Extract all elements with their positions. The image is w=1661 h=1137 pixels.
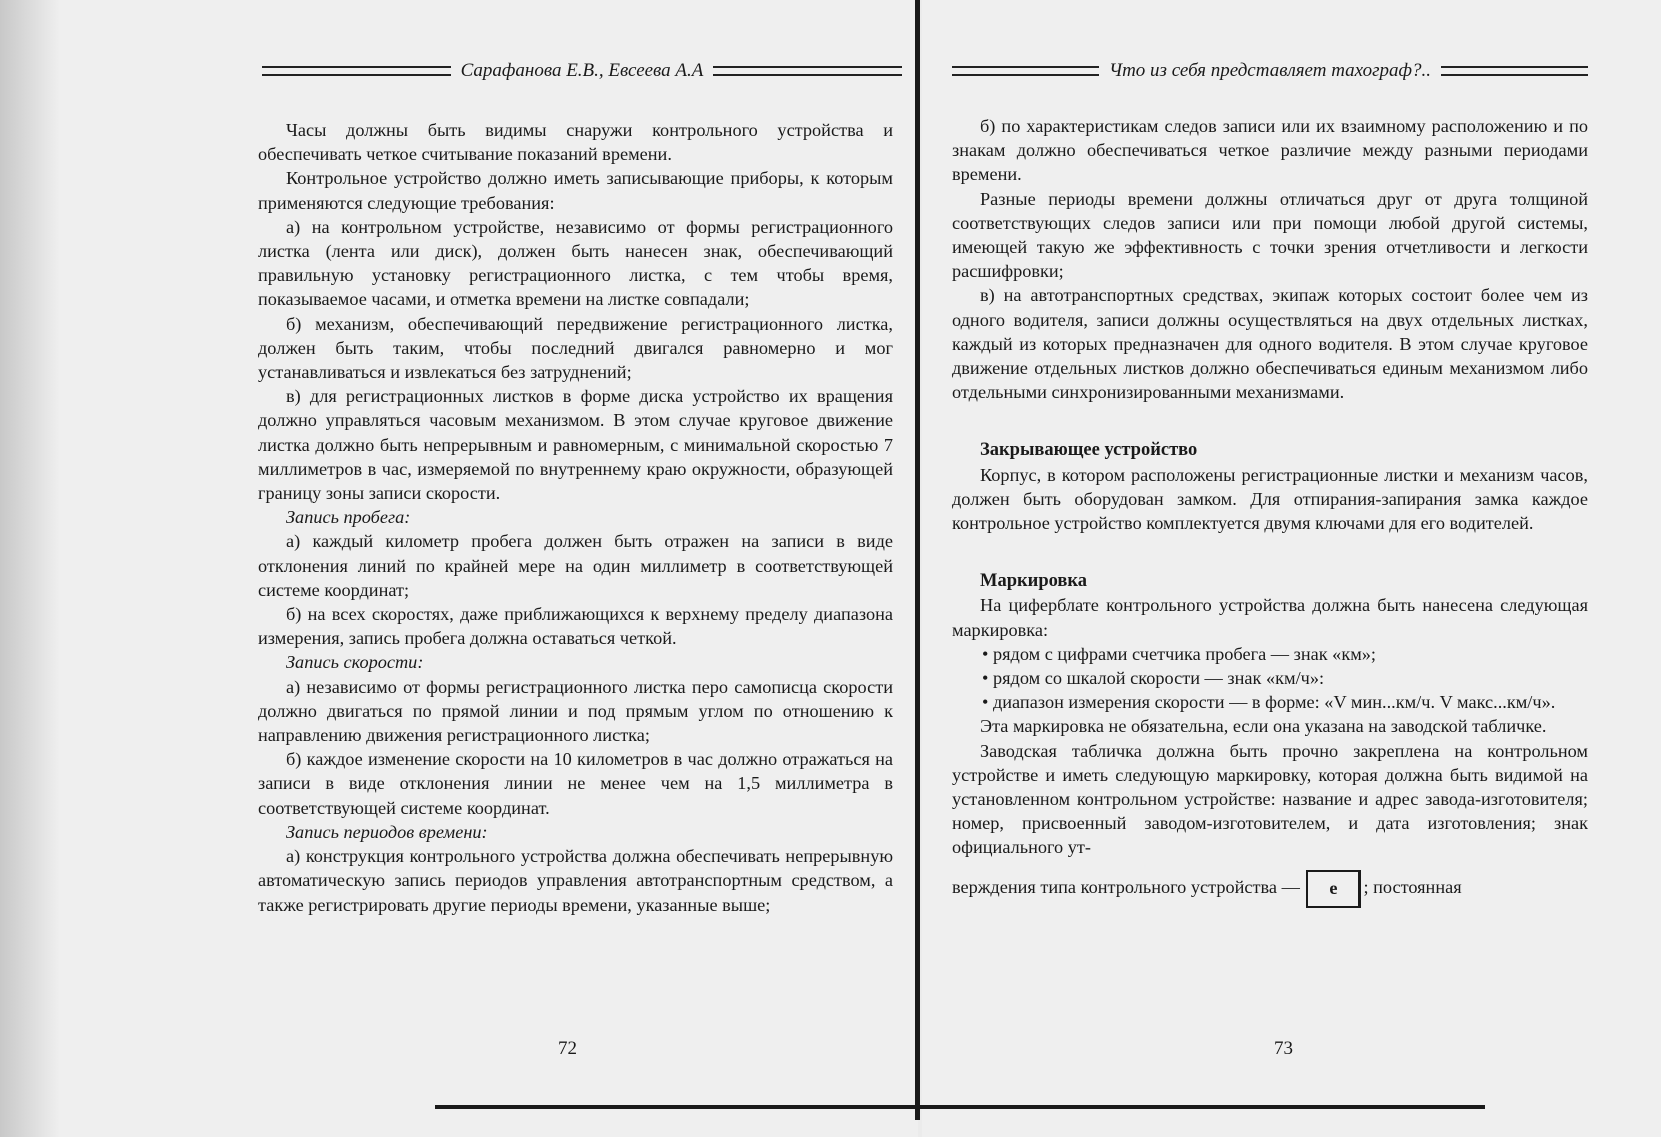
paragraph: б) механизм, обеспечивающий передвижение регистрационного листка, должен быть таким, чтобы последний двигался равномерно и мог устанавливаться и извлекаться без затруднений;: [258, 313, 893, 383]
header-rule: [952, 66, 1099, 76]
paragraph: Контрольное устройство должно иметь записывающие приборы, к которым применяются следующие требования:: [258, 168, 893, 213]
bottom-shadow-line: [435, 1105, 1485, 1109]
right-top-paragraphs: [952, 114, 1588, 404]
bullet-item: • диапазон измерения скорости — в форме: «V мин...км/ч. V макс...км/ч».: [982, 692, 1556, 713]
right-body-text: [952, 114, 1588, 908]
paragraph: Часы должны быть видимы снаружи контрольного устройства и обеспечивать четкое считывание показаний времени.: [258, 120, 893, 165]
bullet-item: • рядом с цифрами счетчика пробега — знак «км»;: [982, 643, 1376, 664]
paragraph-lock: Корпус, в котором расположены регистрационные листки и механизм часов, должен быть оборудован замком. Для отпирания-запирания замка каждое контрольное устройство комплектуется двумя ключами для его водителей.: [952, 464, 1588, 534]
paragraph: а) независимо от формы регистрационного листка перо самописца скорости должно двигаться по прямой линии и под прямым углом по отношению к направлению движения регистрационного листка;: [258, 676, 893, 746]
header-rule: [262, 66, 451, 76]
paragraph: б) по характеристикам следов записи или их взаимному расположению и по знакам должно обеспечиваться четкое различие между разными периодами времени.: [952, 116, 1588, 185]
subheading: Запись пробега:: [286, 507, 411, 528]
paragraph: а) каждый километр пробега должен быть отражен на записи в виде отклонения линий по крайней мере на один миллиметр в соответствующей системе координат;: [258, 531, 893, 600]
paragraph: Разные периоды времени должны отличаться друг от друга толщиной соответствующих следов записи или при помощи любой другой системы, имеющей такую же эффективность с точки зрения отчетливости и легкости расшифровки;: [952, 188, 1588, 282]
right-running-head-text: Что из себя представляет тахограф?..: [1108, 60, 1432, 81]
paragraph: б) каждое изменение скорости на 10 километров в час должно отражаться на записи в виде отклонения линии не менее чем на 1,5 миллиметра в соответствующей системе координат.: [258, 749, 893, 818]
paragraph: а) конструкция контрольного устройства должна обеспечивать непрерывную автоматическую запись периодов управления автотранспортным средством, а также регистрировать другие периоды времени, указанные выше;: [258, 846, 893, 915]
approval-line: [952, 870, 1588, 908]
section-heading-marking: Маркировка: [980, 571, 1088, 592]
section-heading-lock: Закрывающее устройство: [980, 440, 1198, 461]
paragraph: а) на контрольном устройстве, независимо от формы регистрационного листка (лента или диск), должен быть нанесен знак, обеспечивающий правильную установку регистрационного листка, с тем чтобы время, показываемое часами, и отметка времени на листке совпадали;: [258, 216, 893, 310]
book-gutter: [915, 0, 920, 1120]
header-rule: [713, 66, 902, 76]
subheading: Запись периодов времени:: [286, 821, 488, 842]
subheading: Запись скорости:: [286, 652, 424, 673]
right-page: [922, 0, 1661, 1137]
right-running-head: [952, 60, 1588, 82]
left-running-head: [262, 60, 902, 82]
paragraph: в) на автотранспортных средствах, экипаж которых состоит более чем из одного водителя, записи должны осуществляться на двух отдельных листках, каждый из которых предназначен для одного водителя. В этом случае круговое движение отдельных листков должно обеспечиваться единым механизмом либо отдельными синхронизированными механизмами.: [952, 285, 1588, 403]
paragraph: в) для регистрационных листков в форме диска устройство их вращения должно управляться часовым механизмом. В этом случае круговое движение листка должно быть непрерывным и равномерным, с минимальной скоростью 7 миллиметров в час, измеряемой по внутреннему краю окружности, образующей границу зоны записи скорости.: [258, 386, 893, 504]
paragraph-marking-intro: На циферблате контрольного устройства должна быть нанесена следующая маркировка:: [952, 595, 1588, 640]
header-rule: [1441, 66, 1588, 76]
bullet-item: • рядом со шкалой скорости — знак «км/ч»:: [982, 668, 1325, 689]
paragraph-optional: Эта маркировка не обязательна, если она указана на заводской табличке.: [980, 716, 1547, 737]
page-edge-shadow: [0, 0, 60, 1137]
left-body-text: [258, 118, 893, 917]
approval-mark-box: e: [1306, 870, 1361, 908]
paragraph-plate: Заводская табличка должна быть прочно закреплена на контрольном устройстве и иметь следующую маркировку, которая должна быть видимой на установленном контрольном устройстве: название и адрес завода-изготовителя; номер, присвоенный заводом-изготовителем, и дата изготовления; знак официального ут-: [952, 740, 1588, 858]
approval-line-text: верждения типа контрольного устройства —: [952, 876, 1300, 897]
paragraph: б) на всех скоростях, даже приближающихся к верхнему пределу диапазона измерения, запись пробега должна оставаться четкой.: [258, 604, 893, 649]
approval-line-text-after: ; постоянная: [1363, 876, 1462, 897]
right-page-number: 73: [1274, 1038, 1293, 1059]
left-running-head-text: Сарафанова Е.В., Евсеева А.А: [460, 60, 704, 81]
left-page-number: 72: [558, 1038, 577, 1059]
